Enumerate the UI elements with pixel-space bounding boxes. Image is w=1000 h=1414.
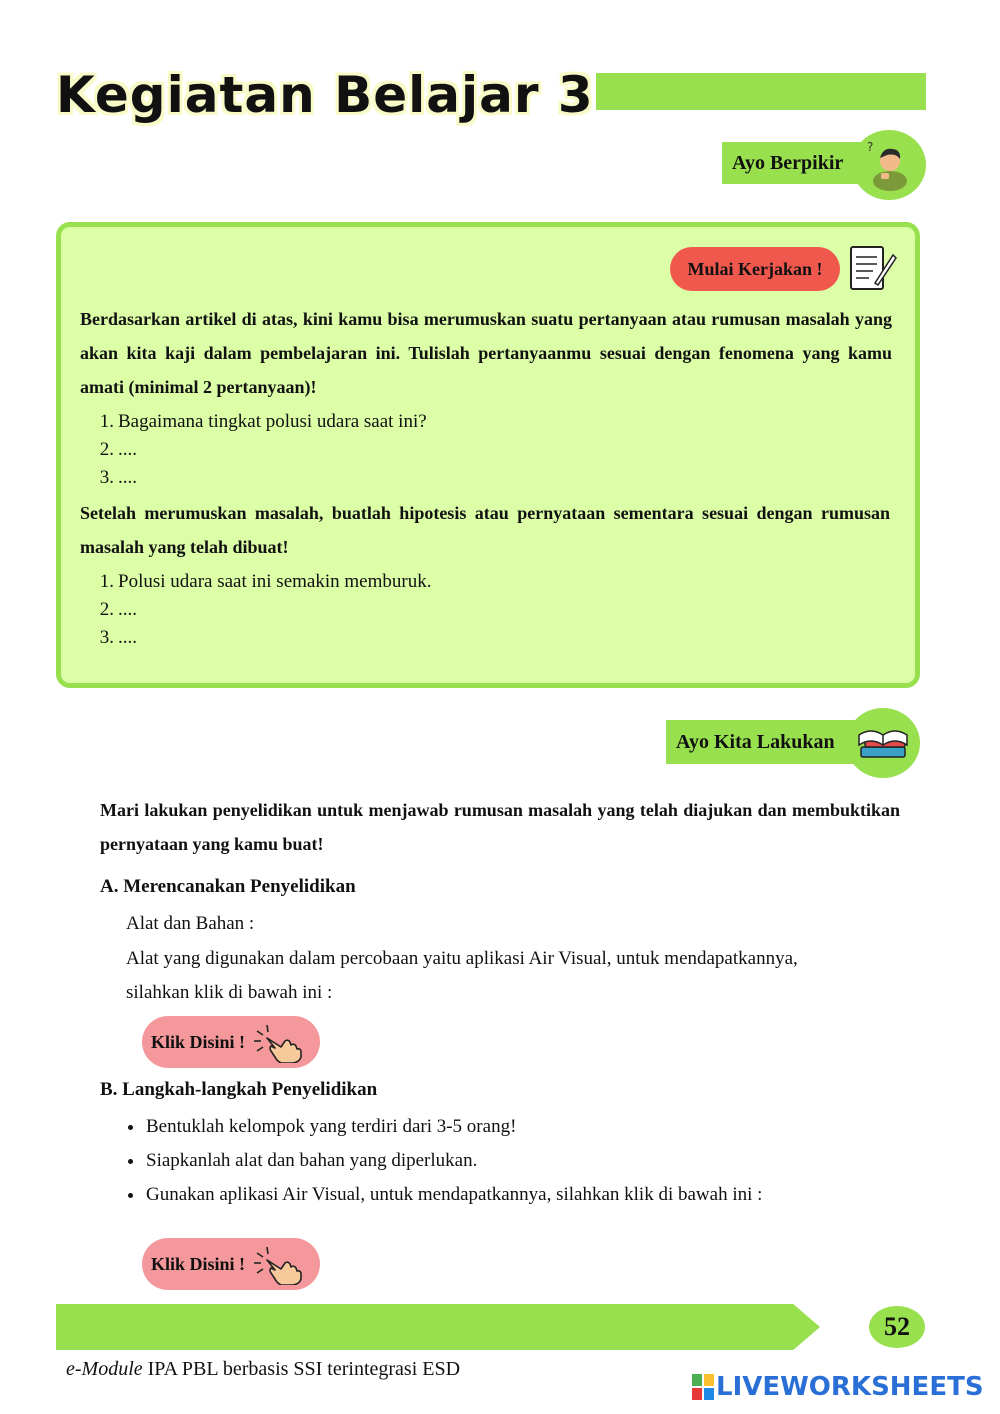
list-item [96,436,876,464]
list-number: 1. [99,571,114,592]
part-a-line-2: Alat yang digunakan dalam percobaan yaitu aplikasi Air Visual, untuk mendapatkannya, [126,948,798,969]
click-here-label: Klik Disini ! [151,1031,246,1052]
hypothesis-text: .... [118,599,137,620]
list-number: 1. [99,411,114,432]
list-item [96,464,876,492]
bullet-dot [128,1125,133,1130]
list-number: 3. [99,467,114,488]
bullet-dot [128,1193,133,1198]
task-instruction-1: Berdasarkan artikel di atas, kini kamu bisa merumuskan suatu pertanyaan atau rumusan masalah yang akan kita kaji dalam pembelajaran ini. Tulislah pertanyaanmu sesuai dengan fenomena yang kamu amati (minimal 2 pertanyaan)! [80,309,892,397]
start-badge-label: Mulai Kerjakan ! [687,258,823,279]
list-item [128,1110,908,1144]
page-number: 52 [869,1306,925,1348]
hypothesis-text: .... [118,627,137,648]
click-here-button-a[interactable] [142,1016,320,1068]
title-accent-bar [596,73,926,110]
list-item [96,624,876,652]
click-here-label: Klik Disini ! [151,1253,246,1274]
question-list [96,408,876,492]
liveworksheets-logo-icon [692,1374,714,1400]
list-item [128,1144,908,1178]
task-instruction-2: Setelah merumuskan masalah, buatlah hipotesis atau pernyataan sementara sesuai dengan rumusan masalah yang telah dibuat! [80,503,890,557]
do-tag [666,720,866,764]
list-item [96,596,876,624]
list-number: 3. [99,627,114,648]
thinking-person-icon [852,130,926,200]
list-item [96,568,876,596]
part-b-heading: B. Langkah-langkah Penyelidikan [100,1079,378,1100]
part-a-line-3: silahkan klik di bawah ini : [126,982,333,1003]
hypothesis-text: Polusi udara saat ini semakin memburuk. [118,571,432,592]
footer-module-italic: e-Module [66,1358,143,1380]
liveworksheets-brand: LIVEWORKSHEETS [716,1372,984,1402]
writing-paper-icon [845,243,897,293]
footer-bar [56,1304,820,1350]
hypothesis-list [96,568,876,652]
step-text: Siapkanlah alat dan bahan yang diperlukan. [146,1150,478,1171]
step-text: Gunakan aplikasi Air Visual, untuk mendapatkannya, silahkan klik di bawah ini : [146,1184,763,1205]
list-number: 2. [99,439,114,460]
pointing-hand-icon [251,1021,303,1063]
question-text: Bagaimana tingkat polusi udara saat ini? [118,411,427,432]
start-badge [670,247,840,291]
page-title: Kegiatan Belajar 3 [56,66,594,124]
question-text: .... [118,439,137,460]
step-text: Bentuklah kelompok yang terdiri dari 3-5 orang! [146,1116,517,1137]
books-icon [846,708,920,778]
list-item [128,1178,908,1212]
pointing-hand-icon [251,1243,303,1285]
svg-text:?: ? [867,140,874,154]
part-a-line-1: Alat dan Bahan : [126,913,255,934]
click-here-button-b[interactable] [142,1238,320,1290]
think-tag [722,142,872,184]
part-a-heading: A. Merencanakan Penyelidikan [100,876,356,897]
steps-list [128,1110,908,1212]
footer-module-rest: IPA PBL berbasis SSI terintegrasi ESD [142,1358,461,1380]
list-item [96,408,876,436]
liveworksheets-logo[interactable] [692,1372,984,1402]
footer-module-title [66,1358,460,1381]
think-tag-label: Ayo Berpikir [732,151,844,174]
bullet-dot [128,1159,133,1164]
question-text: .... [118,467,137,488]
list-number: 2. [99,599,114,620]
do-intro: Mari lakukan penyelidikan untuk menjawab rumusan masalah yang telah diajukan dan membuktikan pernyataan yang kamu buat! [100,800,900,854]
do-tag-label: Ayo Kita Lakukan [676,730,835,753]
